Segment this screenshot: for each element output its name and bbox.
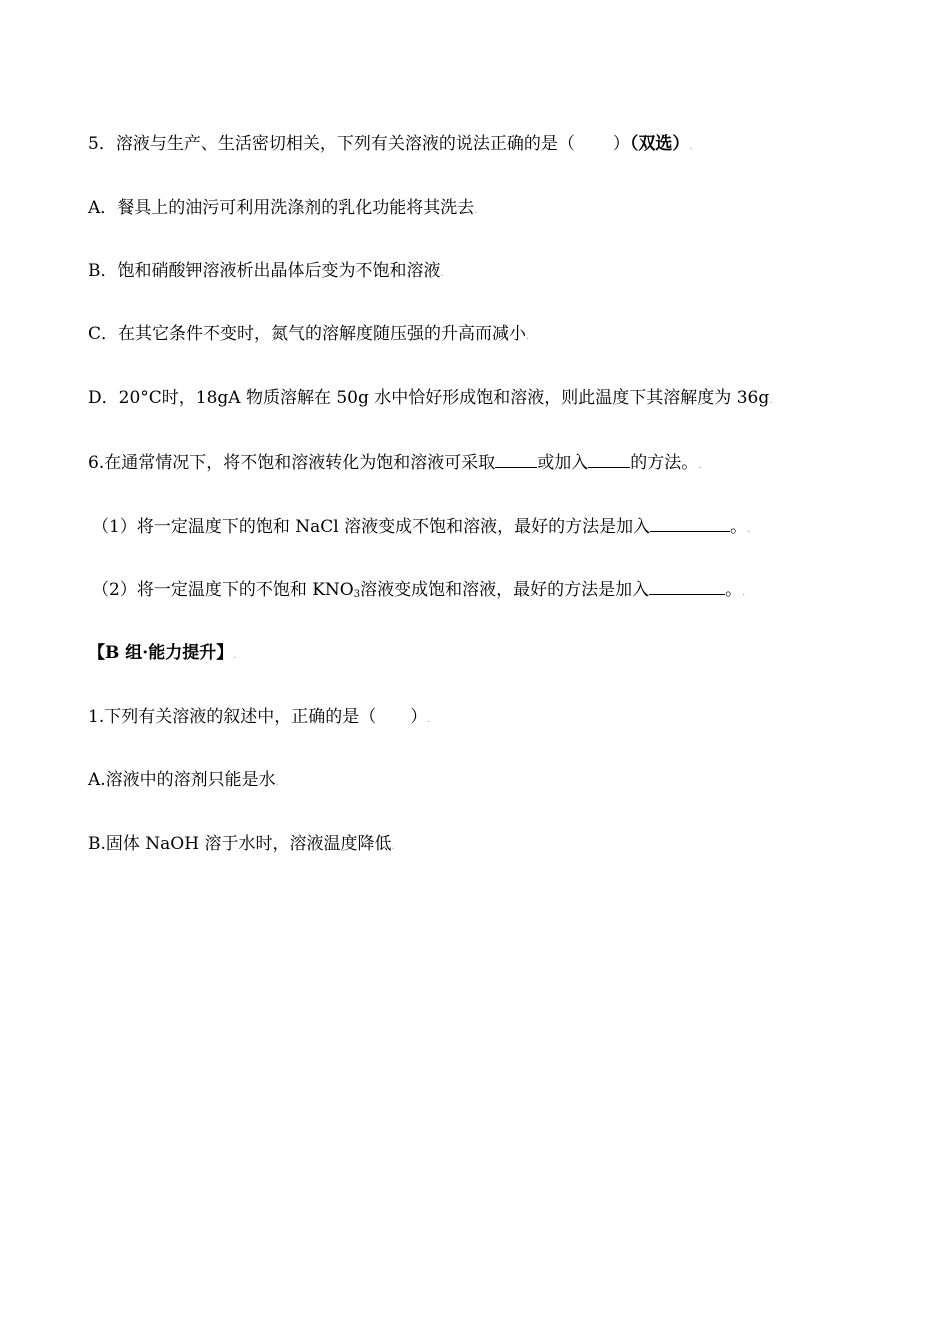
- q6-sub2: [92, 578, 745, 606]
- q6-sub2-text-a: （2）将一定温度下的不饱和 KNO: [92, 580, 354, 600]
- q6-stem-part1: 6.在通常情况下，将不饱和溶液转化为饱和溶液可采取: [88, 453, 496, 473]
- q6-sub2-text-b: 溶液变成饱和溶液，最好的方法是加入: [360, 580, 650, 600]
- q5-option-d-text: D．20°C时，18gA 物质溶解在 50g 水中恰好形成饱和溶液，则此温度下其溶解度为 36g: [88, 388, 770, 408]
- q5-option-a-text: A．餐具上的油污可利用洗涤剂的乳化功能将其洗去: [88, 198, 475, 218]
- q6-sub1-text: （1）将一定温度下的饱和 NaCl 溶液变成不饱和溶液，最好的方法是加入: [92, 517, 651, 537]
- q6-blank-1[interactable]: [495, 451, 537, 468]
- b1-stem-text: 1.下列有关溶液的叙述中，正确的是（ ）: [88, 707, 428, 727]
- paragraph-mark: .: [526, 331, 530, 342]
- paragraph-mark: .: [275, 777, 279, 788]
- paragraph-mark: .: [427, 714, 431, 725]
- b1-option-a-text: A.溶液中的溶剂只能是水: [88, 770, 276, 790]
- q5-option-c: [88, 323, 529, 348]
- q6-stem-part2: 或加入: [537, 453, 589, 473]
- q6-sub1-end: 。: [730, 517, 748, 537]
- q5-stem-paren-close: ）: [612, 134, 630, 154]
- q6-sub2-blank[interactable]: [649, 578, 725, 595]
- section-b-heading: [88, 642, 236, 667]
- paragraph-mark: .: [474, 205, 478, 216]
- paragraph-mark: .: [747, 524, 751, 535]
- paragraph-mark: .: [698, 460, 702, 471]
- q6-sub1: [92, 515, 750, 541]
- paragraph-mark: .: [689, 141, 693, 152]
- q5-option-b: [88, 260, 444, 285]
- q6-stem: [88, 451, 701, 477]
- paragraph-mark: .: [742, 587, 746, 598]
- q5-option-b-text: B．饱和硝酸钾溶液析出晶体后变为不饱和溶液: [88, 261, 441, 281]
- q6-stem-part3: 的方法。: [630, 453, 699, 473]
- q5-stem-tag: （双选）: [629, 134, 690, 154]
- q6-sub2-end: 。: [725, 580, 743, 600]
- b1-stem: [88, 706, 430, 731]
- b1-option-a: [88, 769, 279, 794]
- b1-option-b: [88, 833, 395, 858]
- q6-blank-2[interactable]: [588, 451, 630, 468]
- b1-option-b-text: B.固体 NaOH 溶于水时，溶液温度降低: [88, 834, 392, 854]
- q6-sub2-subscript: 3: [353, 589, 361, 600]
- q5-option-a: [88, 197, 477, 222]
- paragraph-mark: .: [391, 841, 395, 852]
- paragraph-mark: .: [769, 395, 773, 406]
- section-b-heading-text: 【B 组·能力提升】: [88, 643, 234, 663]
- q5-stem-prefix: 5．溶液与生产、生活密切相关，下列有关溶液的说法正确的是（: [88, 134, 575, 154]
- q5-stem: [88, 133, 693, 158]
- paragraph-mark: .: [440, 268, 444, 279]
- paragraph-mark: .: [233, 650, 237, 661]
- q5-option-d: [88, 387, 772, 412]
- q5-option-c-text: C．在其它条件不变时，氮气的溶解度随压强的升高而减小: [88, 324, 527, 344]
- q6-sub1-blank[interactable]: [650, 515, 730, 532]
